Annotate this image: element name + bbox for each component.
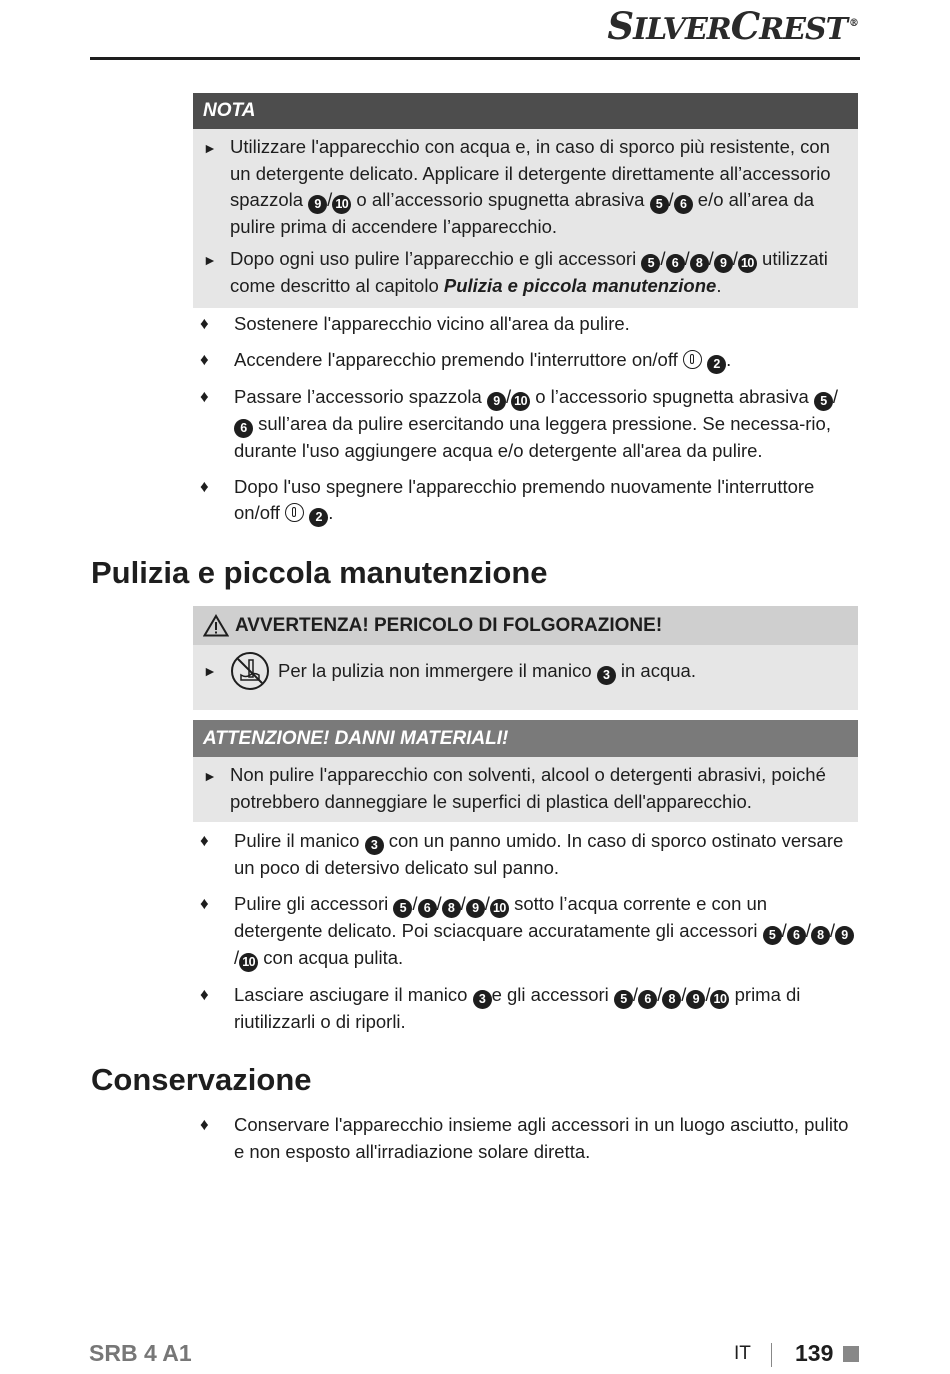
power-switch-icon: [683, 350, 702, 369]
page-number: 139: [795, 1340, 834, 1366]
model-label: SRB 4 A1: [89, 1340, 192, 1366]
warning-triangle-icon: [203, 614, 229, 637]
section-heading-storage: Conservazione: [91, 1062, 312, 1097]
list-item: ♦ Conservare l'apparecchio insieme agli accessori in un luogo asciutto, pulito e non esposto all'irradiazione solare diretta.: [200, 1112, 855, 1165]
footer-divider: [771, 1343, 772, 1367]
diamond-icon: ♦: [200, 894, 209, 913]
arrow-icon: ►: [203, 768, 217, 784]
diamond-icon: ♦: [200, 984, 209, 1004]
note-item: ► Dopo ogni uso pulire l’apparecchio e gli accessori 5 / 6 / 8 / 9 / 10 utilizzati come descritto al capitolo Pulizia e piccola manutenzione.: [203, 246, 846, 300]
diamond-icon: ♦: [200, 831, 209, 850]
note-item: ► Utilizzare l'apparecchio con acqua e, in caso di sporco più resistente, con un detergente delicato. Applicare il detergente direttamente all’accessorio spazzola 9 / 10 o all’accessorio spugnetta abrasiva 5 / 6 e/o all’area da pulire prima di accendere l’apparecchio.: [203, 134, 846, 241]
list-item: ♦ Accendere l'apparecchio premendo l'interruttore on/off 2 .: [200, 347, 855, 374]
chapter-reference: Pulizia e piccola manutenzione: [443, 274, 717, 296]
caution-title: ATTENZIONE! DANNI MATERIALI!: [193, 720, 858, 757]
usage-list: [200, 311, 855, 537]
diamond-icon: ♦: [200, 476, 209, 496]
language-label: IT: [734, 1343, 751, 1364]
brand-logo: SILVERCREST ®: [607, 4, 858, 48]
warning-title: AVVERTENZA! PERICOLO DI FOLGORAZIONE!: [193, 606, 858, 645]
list-item: ♦ Lasciare asciugare il manico 3 e gli accessori 5 / 6 / 8 / 9 / 10 prima di riutilizzarli o di riporli.: [200, 982, 855, 1036]
maintenance-list: [200, 828, 855, 1045]
list-item: ♦ Sostenere l'apparecchio vicino all'area da pulire.: [200, 311, 855, 338]
header-rule: [90, 57, 860, 60]
arrow-icon: ►: [203, 140, 217, 156]
list-item: ♦ Pulire il manico 3 con un panno umido. In caso di sporco ostinato versare un poco di detersivo delicato sul panno.: [200, 828, 855, 882]
note-box: [193, 93, 858, 308]
diamond-icon: ♦: [200, 1115, 209, 1134]
list-item: ♦ Dopo l'uso spegnere l'apparecchio premendo nuovamente l'interruttore on/off 2 .: [200, 474, 855, 528]
diamond-icon: ♦: [200, 350, 209, 369]
caution-box: [193, 720, 858, 822]
caution-item: ► Non pulire l'apparecchio con solventi, alcool o detergenti abrasivi, poiché potrebbero danneggiare le superfici di plastica dell'apparecchio.: [203, 762, 846, 815]
diamond-icon: ♦: [200, 314, 209, 333]
section-heading-maintenance: Pulizia e piccola manutenzione: [91, 555, 548, 590]
no-immersion-icon: [230, 651, 270, 691]
warning-box: [193, 606, 858, 710]
note-title: NOTA: [193, 93, 858, 129]
list-item: ♦ Pulire gli accessori 5 / 6 / 8 / 9 / 10 sotto l’acqua corrente e con un detergente delicato. Poi sciacquare accuratamente gli accessori 5 / 6 / 8 / 9/ 10 con acqua pulita.: [200, 891, 855, 972]
diamond-icon: ♦: [200, 386, 209, 406]
page-marker-square: [843, 1346, 859, 1362]
arrow-icon: ►: [203, 663, 217, 680]
warning-item: ► Per la pulizia non immergere il manico 3 in acqua.: [203, 651, 846, 691]
arrow-icon: ►: [203, 251, 217, 268]
list-item: ♦ Passare l’accessorio spazzola 9 / 10 o l’accessorio spugnetta abrasiva 5 /6 sull’area da pulire esercitando una leggera pressione. Se necessa-rio, durante l'uso aggiungere acqua e/o detergente all'area da pulire.: [200, 384, 855, 465]
storage-list: [200, 1112, 855, 1175]
power-switch-icon: [285, 503, 304, 522]
